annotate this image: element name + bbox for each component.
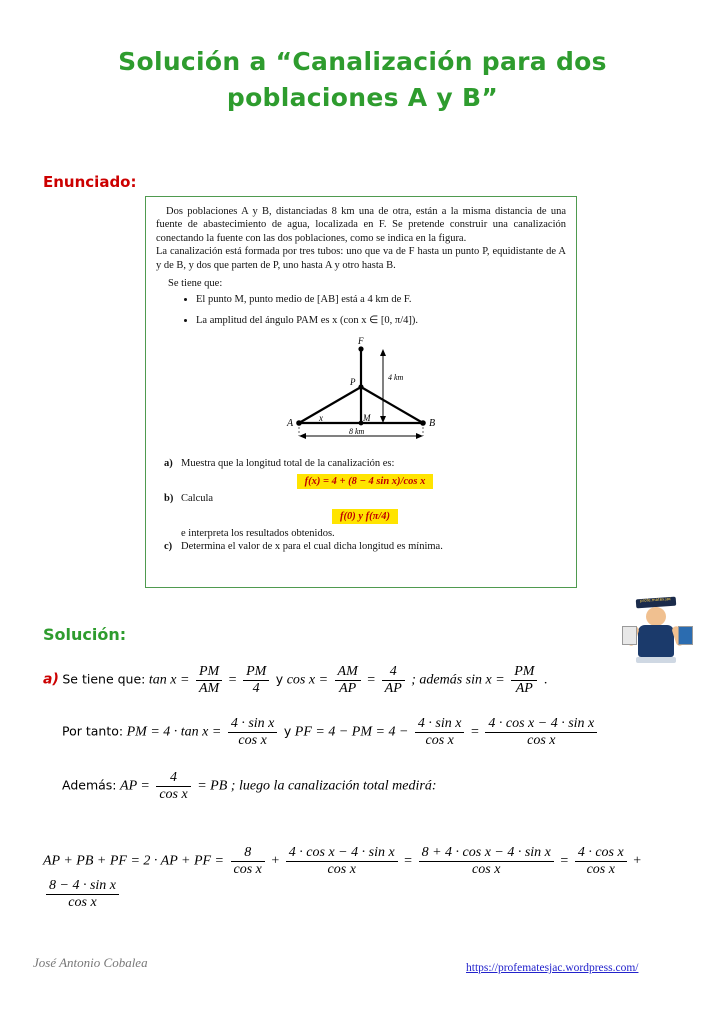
statement-item-b <box>164 492 566 505</box>
fraction-numerator: 8 − 4 · sin x <box>46 878 119 895</box>
fraction-denominator: AP <box>339 681 357 696</box>
fraction-numerator: 8 <box>231 845 265 862</box>
fraction-8plus4cos-4sin-cos <box>419 845 554 878</box>
solution-line1-tail: ; además sin x = <box>411 672 505 688</box>
fraction-numerator: 8 + 4 · cos x − 4 · sin x <box>419 845 554 862</box>
figure-canalizacion <box>156 335 566 453</box>
fraction-denominator: cos x <box>233 862 262 877</box>
solution-line1-end: . <box>543 672 548 688</box>
fraction-8minus4sin-cos <box>46 878 119 911</box>
item-text: Determina el valor de x para el cual dicha longitud es mínima. <box>181 541 443 553</box>
statement-bullet-list <box>156 293 566 328</box>
solution-line1-eq: = <box>228 672 237 688</box>
statement-item-a <box>164 457 566 470</box>
solution-part-letter-a: a) <box>43 671 59 688</box>
fraction-numerator: PM <box>243 664 269 681</box>
fraction-denominator: cos x <box>238 733 267 748</box>
fraction-8-cosx <box>231 845 265 878</box>
section-label-enunciado: Enunciado: <box>43 173 137 191</box>
fraction-denominator: AP <box>515 681 533 696</box>
solution-line4-eq2: = <box>560 853 569 869</box>
statement-item-c <box>164 540 566 553</box>
statement-se-tiene: Se tiene que: <box>168 278 223 290</box>
svg-text:M: M <box>363 413 371 424</box>
fraction-numerator: 4 · sin x <box>415 716 465 733</box>
solution-line3-a: AP = <box>120 778 150 794</box>
solution-line1-y: y <box>275 671 284 687</box>
fraction-denominator: cos x <box>68 895 97 910</box>
avatar-base <box>636 657 676 663</box>
svg-text:4 km: 4 km <box>388 373 404 383</box>
statement-box <box>145 196 577 588</box>
solution-line4-eq1: = <box>404 853 413 869</box>
solution-line4-lhs: AP + PB + PF = 2 · AP + PF = <box>43 853 224 869</box>
fraction-denominator: cos x <box>586 862 615 877</box>
item-text: Muestra que la longitud total de la canalización es: <box>181 458 395 470</box>
fraction-am-ap <box>335 664 361 697</box>
fraction-denominator: cos x <box>527 733 556 748</box>
solution-line2-intro: Por tanto: <box>62 723 124 739</box>
solution-line1-cos: cos x = <box>286 672 329 688</box>
item-b-after: e interpreta los resultados obtenidos. <box>181 528 335 540</box>
fraction-numerator: 4 · sin x <box>228 716 278 733</box>
fraction-numerator: 4 <box>156 770 190 787</box>
svg-text:A: A <box>287 418 294 430</box>
solution-line2-eq: = <box>470 724 479 740</box>
solution-line1-tan: tan x = <box>148 672 190 688</box>
avatar-head <box>646 607 666 626</box>
book-icon-right <box>678 626 693 645</box>
fraction-4-ap <box>382 664 405 697</box>
section-label-solucion: Solución: <box>43 625 127 644</box>
fraction-pm-4 <box>243 664 269 697</box>
fraction-pm-ap <box>511 664 537 697</box>
fraction-denominator: 4 <box>252 681 260 696</box>
fraction-numerator: 4 · cos x − 4 · sin x <box>485 716 597 733</box>
item-letter: c) <box>164 541 173 553</box>
avatar-body <box>638 625 674 657</box>
list-item: • La amplitud del ángulo PAM es x (con x ∈ [0, π/4]). <box>196 314 566 328</box>
formula-a: f(x) = 4 + (8 − 4 sin x)/cos x <box>297 474 434 489</box>
figure-svg <box>211 335 511 453</box>
fraction-4cos-4sin-cos <box>485 716 597 749</box>
svg-text:P: P <box>350 377 356 388</box>
fraction-denominator: cos x <box>159 787 188 802</box>
solution-line3-intro: Además: <box>62 777 117 793</box>
fraction-denominator: cos x <box>425 733 454 748</box>
fraction-denominator: cos x <box>327 862 356 877</box>
fraction-numerator: 4 · cos x <box>575 845 627 862</box>
solution-line4-plus: + <box>271 853 280 869</box>
statement-paragraph-2: La canalización está formada por tres tubos: uno que va de F hasta un punto P, equidistante de A y de B, y dos que parten de P, uno hasta A y otro hasta B. <box>156 246 566 271</box>
fraction-numerator: 4 · cos x − 4 · sin x <box>286 845 398 862</box>
statement-items <box>164 457 566 553</box>
svg-text:B: B <box>429 418 436 430</box>
fraction-pm-am <box>196 664 222 697</box>
fraction-4cos-4sin-cos-2 <box>286 845 398 878</box>
item-letter: a) <box>164 458 173 470</box>
solution-line-b <box>62 716 600 749</box>
solution-line2-a: PM = 4 · tan x = <box>126 724 222 740</box>
solution-line2-y: y <box>283 723 292 739</box>
list-item: • El punto M, punto medio de [AB] está a 4 km de F. <box>196 293 566 307</box>
formula-b-wrapper <box>164 509 566 524</box>
item-text: Calcula <box>181 493 214 505</box>
fraction-denominator: AM <box>198 681 220 696</box>
statement-paragraph-1 <box>156 205 566 245</box>
fraction-denominator: AP <box>384 681 402 696</box>
avatar-cap-label: profe.mates.jac <box>639 595 672 604</box>
fraction-denominator: cos x <box>472 862 501 877</box>
fraction-numerator: PM <box>196 664 222 681</box>
solution-line-c <box>62 770 436 803</box>
book-icon-left <box>622 626 637 645</box>
statement-paragraph-1-text: Dos poblaciones A y B, distanciadas 8 km una de otra, están a la misma distancia de una fuente de abastecimiento de agua, localizada en F. Se pretende construir una canalización conectando la fuente con las dos poblaciones, como se indica en la figura. <box>156 206 566 244</box>
footer-author: José Antonio Cobalea <box>33 955 148 970</box>
page-title: Solución a “Canalización para dos poblaciones A y B” <box>118 47 607 112</box>
fraction-4-cosx <box>156 770 190 803</box>
footer-link[interactable]: https://profematesjac.wordpress.com/ <box>466 962 639 974</box>
svg-text:x: x <box>319 413 323 424</box>
solution-line4-plus2: + <box>633 853 642 869</box>
item-letter: b) <box>164 493 174 505</box>
svg-text:F: F <box>358 336 364 347</box>
solution-line2-b: PF = 4 − PM = 4 − <box>294 724 409 740</box>
formula-a-wrapper <box>164 474 566 489</box>
avatar <box>622 596 692 666</box>
solution-line3-b: = PB ; luego la canalización total medirá: <box>197 778 437 794</box>
fraction-4sinx-cosx-2 <box>415 716 465 749</box>
fraction-numerator: PM <box>511 664 537 681</box>
solution-line-a <box>43 664 547 697</box>
fraction-4sinx-cosx <box>228 716 278 749</box>
fraction-4cos-cos <box>575 845 627 878</box>
solution-line1-intro: Se tiene que: <box>62 671 146 687</box>
solution-line1-eq2: = <box>367 672 376 688</box>
formula-b: f(0) y f(π/4) <box>332 509 398 524</box>
fraction-numerator: AM <box>335 664 361 681</box>
svg-text:8 km: 8 km <box>349 427 365 437</box>
fraction-numerator: 4 <box>382 664 405 681</box>
solution-line-d <box>43 845 683 911</box>
